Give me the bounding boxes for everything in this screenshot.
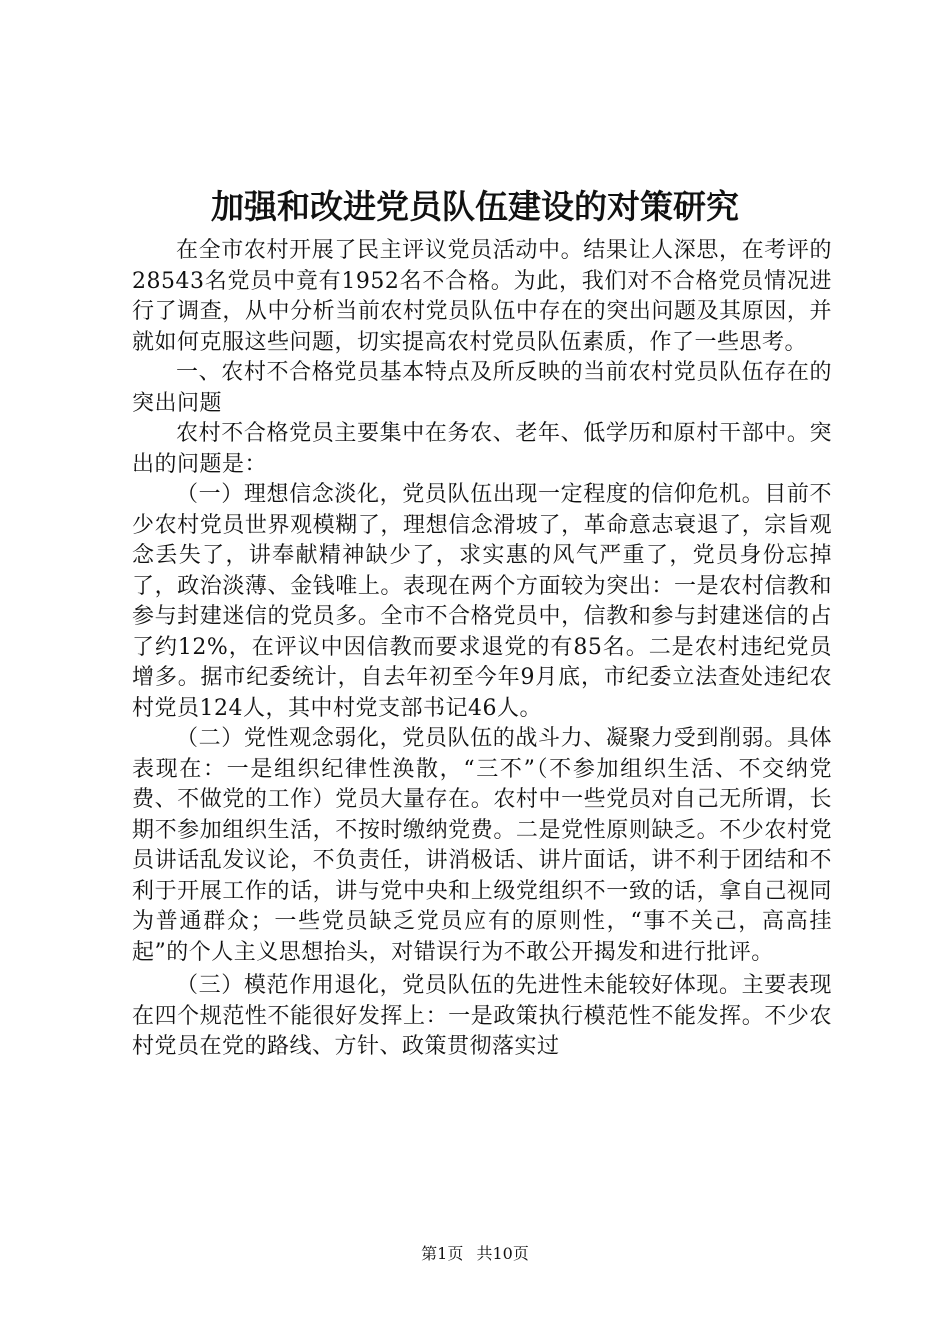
page-footer <box>0 1243 950 1265</box>
document-body <box>132 236 832 1063</box>
page-number: 第1页 <box>421 1244 464 1263</box>
paragraph-summary: 农村不合格党员主要集中在务农、老年、低学历和原村干部中。突出的问题是： <box>132 421 832 477</box>
paragraph-point-2: （二）党性观念弱化，党员队伍的战斗力、凝聚力受到削弱。具体表现在：一是组织纪律性涣散，“三不”（不参加组织生活、不交纳党费、不做党的工作）党员大量存在。农村中一些党员对自己无所谓，长期不参加组织生活，不按时缴纳党费。二是党性原则缺乏。不少农村党员讲话乱发议论，不负责任，讲消极话、讲片面话，讲不利于团结和不利于开展工作的话，讲与党中央和上级党组织不一致的话，拿自己视同为普通群众；一些党员缺乏党员应有的原则性，“事不关己，高高挂起”的个人主义思想抬头，对错误行为不敢公开揭发和进行批评。 <box>132 726 832 965</box>
paragraph-intro: 在全市农村开展了民主评议党员活动中。结果让人深思，在考评的28543名党员中竟有1952名不合格。为此，我们对不合格党员情况进行了调查，从中分析当前农村党员队伍中存在的突出问题及其原因，并就如何克服这些问题，切实提高农村党员队伍素质，作了一些思考。 <box>132 238 832 355</box>
document-title: 加强和改进党员队伍建设的对策研究 <box>211 187 739 226</box>
paragraph-point-1: （一）理想信念淡化，党员队伍出现一定程度的信仰危机。目前不少农村党员世界观模糊了，理想信念滑坡了，革命意志衰退了，宗旨观念丢失了，讲奉献精神缺少了，求实惠的风气严重了，党员身份忘掉了，政治淡薄、金钱唯上。表现在两个方面较为突出：一是农村信教和参与封建迷信的党员多。全市不合格党员中，信教和参与封建迷信的占了约12%，在评议中因信教而要求退党的有85名。二是农村违纪党员增多。据市纪委统计，自去年初至今年9月底，市纪委立法查处违纪农村党员124人，其中村党支部书记46人。 <box>132 482 832 721</box>
section-heading-1: 一、农村不合格党员基本特点及所反映的当前农村党员队伍存在的突出问题 <box>132 360 832 416</box>
page-total: 共10页 <box>476 1244 529 1263</box>
paragraph-point-3: （三）模范作用退化，党员队伍的先进性未能较好体现。主要表现在四个规范性不能很好发挥上：一是政策执行模范性不能发挥。不少农村党员在党的路线、方针、政策贯彻落实过 <box>132 973 832 1059</box>
